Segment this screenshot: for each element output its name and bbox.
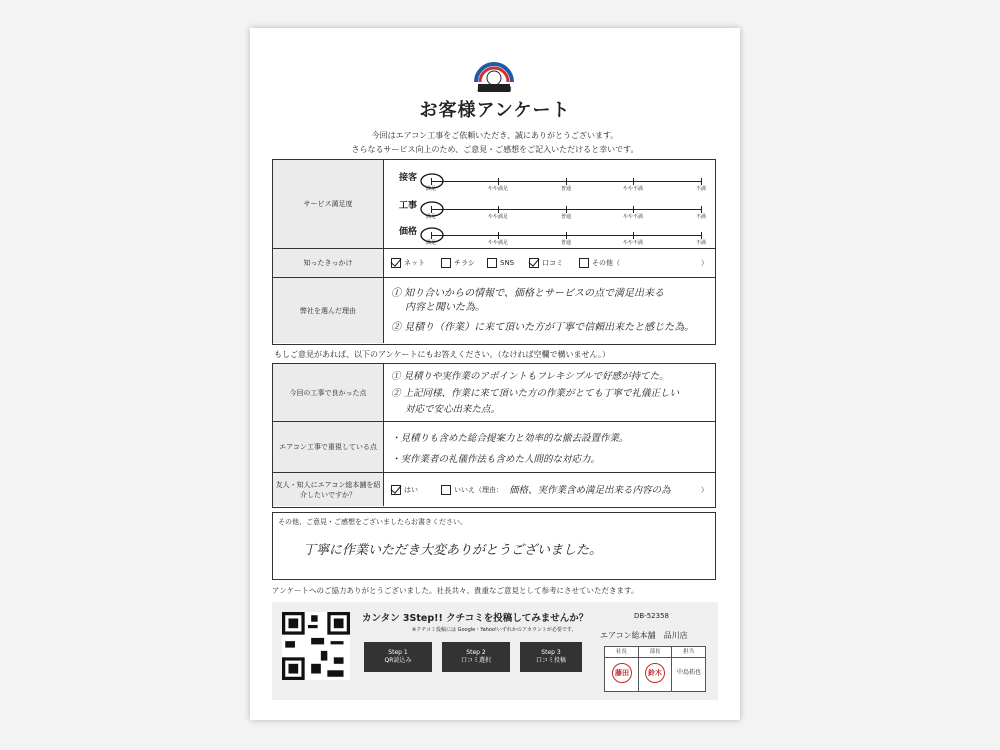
promo-note: ※クチコミ投稿には Google・Yahoo!いずれかのアカウントが必要です。 [412,627,577,633]
role-manager: 部長 [639,647,673,657]
scale-name-price: 価格 [399,227,418,237]
reason-label: 弊社を選んだ理由 [273,278,384,343]
priorities-text-1: ・見積りも含めた総合提案力と効率的な撤去設置作業。 [391,433,629,444]
president-seal-icon: 藤田 [612,663,632,683]
level-label: 満足 [425,186,436,192]
role-president: 社長 [605,647,639,657]
good-points-text-2b: 対応で安心出来た点。 [405,404,501,415]
level-label: 普通 [560,186,571,192]
good-points-label: 今回の工事で良かった点 [273,364,384,421]
checkbox-checked-icon[interactable] [529,258,539,268]
intro-line-1: 今回はエアコン工事をご依頼いただき、誠にありがとうございます。 [371,131,619,140]
reason-text-1: ① 知り合いからの情報で、価格とサービスの点で満足出来る [391,288,664,299]
step-3: Step 3 口コミ投稿 [520,642,582,672]
level-label: やや不満 [622,214,643,220]
option-word-of-mouth[interactable]: 口コミ [529,258,563,268]
option-other[interactable]: その他（ [579,258,620,268]
priorities-text-2: ・実作業者の礼儀作法も含めた人間的な対応力。 [391,454,601,465]
discovery-label: 知ったきっかけ [273,249,384,277]
level-label: 満足 [425,214,436,220]
level-label: 不満 [695,186,706,192]
approval-grid [604,646,706,692]
checkbox-icon[interactable] [487,258,497,268]
intro-line-2: さらなるサービス向上のため、ご意見・ご感想をご記入いただけると幸いです。 [351,145,639,154]
role-staff: 担当 [683,649,695,655]
good-points-text-1: ① 見積りや実作業のアポイントもフレキシブルで好感が持てた。 [391,371,669,382]
recommend-no[interactable]: いいえ（理由： [441,485,503,495]
recommend-label: 友人・知人にエアコン総本舗を紹介したいですか？ [273,473,384,506]
option-net[interactable]: ネット [391,258,425,268]
selection-circle-icon [419,226,445,244]
level-label: やや満足 [487,214,508,220]
level-label: 普通 [560,240,571,246]
satisfaction-label: サービス満足度 [273,160,384,248]
level-label: 満足 [425,240,436,246]
step-2: Step 2 口コミ選択 [442,642,510,672]
satisfaction-row [273,160,715,249]
reason-row [273,278,715,344]
discovery-row [273,249,715,278]
good-points-row [273,364,715,422]
promo-title: カンタン 3Step!! クチコミを投稿してみませんか？ [362,613,589,624]
store-name: エアコン総本舗 品川店 [600,631,688,640]
checkbox-icon[interactable] [441,258,451,268]
level-label: 普通 [560,214,571,220]
selection-circle-icon [419,200,445,218]
comments-label: その他、ご意見・ご感想をございましたらお書きください。 [278,518,467,526]
review-promo [272,602,718,700]
survey-sheet [250,28,740,720]
qr-code-icon[interactable] [282,612,350,680]
recommend-reason-text: 価格、実作業含め満足出来る内容の為 [509,485,671,496]
survey-table-optional [272,363,716,508]
checkbox-icon[interactable] [441,485,451,495]
option-sns[interactable]: SNS [487,258,514,268]
step-1: Step 1 QR読込み [364,642,432,672]
scale-name-service: 接客 [399,173,418,183]
checkbox-icon[interactable] [579,258,589,268]
level-label: やや満足 [487,186,508,192]
comments-box [272,512,716,580]
scale-name-work: 工事 [399,201,418,211]
checkbox-checked-icon[interactable] [391,485,401,495]
level-label: 不満 [695,240,706,246]
priorities-label: エアコン工事で重視している点 [273,422,384,472]
survey-table-main [272,159,716,345]
page-title: お客様アンケート [419,100,571,121]
recommend-yes[interactable]: はい [391,485,418,495]
level-label: やや満足 [487,240,508,246]
brand-name: エアコン総本舗 [476,87,512,93]
reason-text-2: ② 見積り（作業）に来て頂いた方が丁寧で信頼出来たと感じた為。 [391,322,695,333]
level-label: やや不満 [622,240,643,246]
checkbox-checked-icon[interactable] [391,258,401,268]
comments-text: 丁寧に作業いただき大変ありがとうございました。 [303,543,603,558]
priorities-row [273,422,715,473]
selection-circle-icon [419,172,445,190]
good-points-text-2: ② 上記同様、作業に来て頂いた方の作業がとても丁寧で礼儀正しい [391,388,680,399]
level-label: 不満 [695,214,706,220]
recommend-close: ） [701,486,708,494]
level-label: やや不満 [622,186,643,192]
optional-note: もしご意見があれば、以下のアンケートにもお答えください。（なければ空欄で構いません。） [274,350,610,359]
reason-text-1b: 内容と聞いた為。 [405,302,485,313]
staff-name: 中島拓也 [676,669,701,676]
option-flyer[interactable]: チラシ [441,258,475,268]
thanks-message: アンケートへのご協力ありがとうございました。社長共々、貴重なご意見として参考にさせていただきます。 [272,586,639,595]
option-other-close: ） [701,259,708,267]
manager-seal-icon: 鈴木 [645,663,665,683]
document-code: DB-52358 [634,612,669,620]
recommend-row [273,473,715,507]
